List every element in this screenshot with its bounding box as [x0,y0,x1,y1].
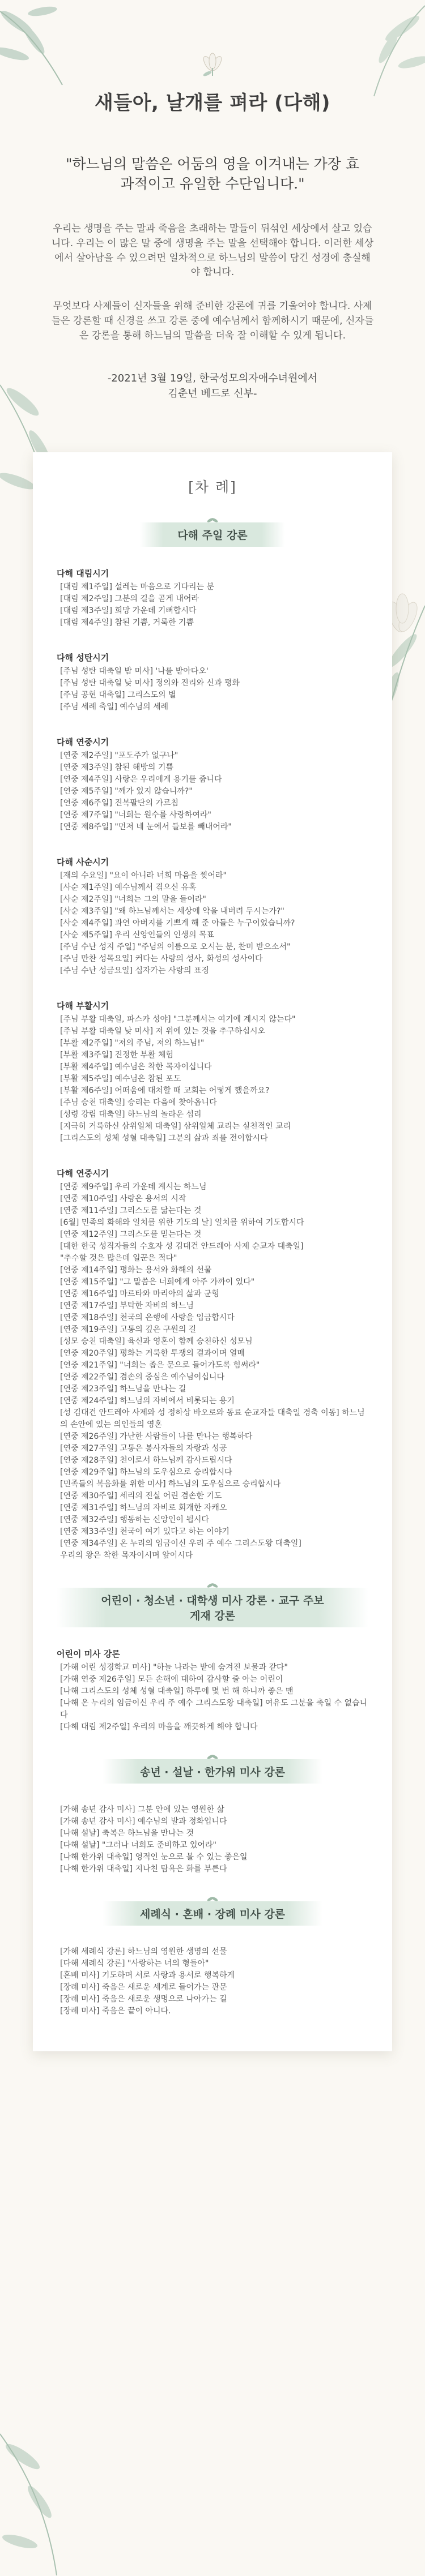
leaf-branch-bottom-left-icon [0,2411,85,2575]
leaf-ornament-icon [207,1893,218,1902]
list-item: [연중 제27주일] 고통은 봉사자들의 자랑과 성공 [60,1443,227,1453]
leaf-ornament-icon [207,515,218,524]
list-item: [가해 연중 제26주일] 모든 손해에 대하여 감사할 줄 아는 어린이 [60,1674,283,1684]
homily-list [57,1014,368,1145]
list-item: [사순 제5주일] 우리 신앙인들의 인생의 목표 [60,930,214,940]
subsection-title: 어린이 미사 강론 [57,1648,120,1659]
list-item: [연중 제8주일] "먼저 네 눈에서 들보를 빼내어라" [60,822,232,831]
list-item: [연중 제24주일] 하느님의 자비에서 비롯되는 용기 [60,1396,235,1405]
list-item: "추수할 것은 많은데 일꾼은 적다" [60,1253,177,1263]
list-item: [나해 설날] 축복은 하느님을 만나는 것 [60,1828,194,1838]
list-item: [그리스도의 성체 성혈 대축일] 그분의 삶과 죄를 전이합시다 [60,1133,268,1143]
list-item: [연중 제9주일] 우리 가운데 계시는 하느님 [60,1182,207,1191]
subsection [57,651,368,713]
list-item: [민족들의 복음화를 위한 미사] 하느님의 도우심으로 승리합시다 [60,1479,281,1489]
subsection [57,1167,368,1562]
subsection [57,1648,368,1733]
list-item: [연중 제32주일] 행동하는 신앙인이 됩시다 [60,1515,209,1524]
section-title: 다해 주일 강론 [177,529,248,542]
signature-line-1: -2021년 3월 19일, 한국성모의자애수녀원에서 [107,372,318,384]
list-item: [성모 승천 대축일] 육신과 영혼이 함께 승천하신 성모님 [60,1336,253,1346]
subsection-title: 다해 대림시기 [57,568,109,578]
section-body [57,1946,368,2017]
homily-list [57,750,368,833]
list-item: [주님 공현 대축일] 그리스도의 별 [60,690,176,700]
subsection-title: 다해 부활시기 [57,1000,109,1011]
list-item: [주님 부활 대축일, 파스카 성야] "그분께서는 여기에 계시지 않는다" [60,1014,296,1024]
list-item: [연중 제2주일] "포도주가 없구나" [60,751,178,760]
list-item: [가해 송년 감사 미사] 그분 안에 있는 영원한 삶 [60,1805,224,1814]
list-item: [연중 제26주일] 가난한 사람들이 나를 만나는 행복하다 [60,1431,253,1441]
section-banner [103,1759,322,1784]
list-item: [대림 제2주일] 그분의 길을 곧게 내어라 [60,594,199,603]
section-header [57,1901,368,1926]
list-item: [성 김대건 안드레아 사제와 성 정하상 바오로와 동료 순교자들 대축일 경축 이동] 하느님의 손안에 있는 의인들의 영혼 [60,1408,365,1429]
list-item: [연중 제18주일] 천국의 은행에 사랑을 입금합시다 [60,1313,235,1322]
list-item: [주님 수난 성지 주일] "주님의 이름으로 오시는 분, 찬미 받으소서" [60,942,291,951]
signature-line-2: 김춘년 베드로 신부- [168,387,257,400]
list-item: [연중 제23주일] 하느님을 만나는 길 [60,1384,186,1394]
list-item: [6월] 민족의 화해와 일치를 위한 기도의 날] 일치를 위하여 기도합시다 [60,1218,304,1227]
list-item: [연중 제29주일] 하느님의 도우심으로 승리합시다 [60,1467,232,1477]
list-item: [다해 세례식 강론] "사랑하는 너의 형들아" [60,1958,209,1968]
list-item: [연중 제10주일] 사랑은 용서의 시작 [60,1194,186,1203]
section-body [57,567,368,1562]
list-item: [대림 제4주일] 참된 기쁨, 거룩한 기쁨 [60,618,194,627]
list-item: [가해 송년 감사 미사] 예수님의 발과 정화입니다 [60,1816,227,1826]
signature [0,371,425,401]
list-item: [주님 세례 축일] 예수님의 세례 [60,702,169,711]
subsection-title: 다해 사순시기 [57,856,109,867]
table-of-contents [33,452,392,2051]
list-item: [다해 대림 제2주일] 우리의 마음을 깨끗하게 해야 합니다 [60,1722,258,1731]
subsection [57,567,368,629]
list-item: [부활 제6주일] 어떠움에 대처할 때 교회는 어떻게 했을까요? [60,1086,270,1095]
list-item: [부활 제2주일] "저의 주님, 저의 하느님!" [60,1038,205,1048]
list-item: [연중 제7주일] "너희는 원수를 사랑하여라" [60,810,211,820]
section-header [57,1759,368,1784]
subsection [57,736,368,833]
homily-list [57,1662,368,1733]
subsection-title: 다해 연중시기 [57,1168,109,1178]
list-item: [사순 제4주일] 과연 아버지를 기쁘게 해 준 아들은 누구이었습니까? [60,918,295,928]
list-item: [주님 부활 대축일 낮 미사] 저 위에 있는 것을 추구하십시오 [60,1026,266,1036]
section-title: 송년 · 설날 · 한가위 미사 강론 [139,1765,286,1778]
list-item: [대한 한국 성직자들의 수호자 성 김대건 안드레아 사제 순교자 대축일] [60,1241,304,1251]
list-item: [장례 미사] 죽음은 새로운 세계로 들어가는 관문 [60,1982,227,1992]
list-item: [재의 수요일] "요이 아니라 너희 마음을 찢어라" [60,871,227,880]
list-item: [연중 제6주일] 진복팔단의 가르침 [60,798,178,808]
list-item: [가해 세례식 강론] 하느님의 영원한 생명의 선물 [60,1947,227,1956]
section-header [57,522,368,547]
list-item: [장례 미사] 죽음은 새로운 생명으로 나아가는 길 [60,1994,227,2004]
leaf-ornament-icon [207,1751,218,1760]
homily-list [57,1181,368,1562]
list-item: [연중 제15주일] "그 말씀은 너희에게 아주 가까이 있다" [60,1277,255,1287]
leaf-ornament-icon [207,1580,218,1589]
list-item: [연중 제30주일] 세리의 진실 어린 겸손한 기도 [60,1491,222,1501]
list-item: [주님 성탄 대축일 밤 미사] '나를 받아다오' [60,666,209,676]
lead-quote: "하느님의 말씀은 어둠의 영을 이겨내는 가장 효과적이고 유일한 수단입니다." [65,156,360,192]
list-item: [연중 제20주일] 평화는 거룩한 투쟁의 결과이며 열매 [60,1348,245,1358]
subsection [57,1000,368,1145]
list-item: [연중 제22주일] 겸손의 중심은 예수님이십니다 [60,1372,224,1382]
section-header [57,1588,368,1627]
subsection [57,856,368,977]
list-item: [성령 강림 대축일] 하느님의 놀라운 섭리 [60,1109,202,1119]
list-item: [연중 제33주일] 천국이 여기 있다고 하는 이야기 [60,1527,230,1536]
homily-list [57,870,368,977]
homily-list [57,581,368,629]
list-item: [나해 한가위 대축일] 영적인 눈으로 볼 수 있는 좋은일 [60,1852,248,1862]
list-item: [지극히 거룩하신 삼위일체 대축일] 삼위일체 교리는 실천적인 교리 [60,1121,291,1131]
lily-flower-icon [199,51,226,77]
list-item: [연중 제16주일] 마르타와 마리아의 삶과 균형 [60,1289,219,1298]
list-item: [부활 제4주일] 예수님은 착한 목자이십니다 [60,1062,212,1071]
list-item: [나해 한가위 대축일] 지나친 탐욕은 화를 부른다 [60,1864,227,1874]
list-item: [부활 제3주일] 진정한 부활 체험 [60,1050,173,1060]
hero [0,0,425,401]
toc-sections [57,522,368,2017]
list-item: [대림 제1주일] 설레는 마음으로 기다리는 분 [60,582,214,592]
list-item: [부활 제5주일] 예수님은 참된 포도 [60,1074,181,1083]
list-item: [연중 제28주일] 천이로서 하느님께 감사드립시다 [60,1455,232,1465]
list-item: [주님 만찬 성목요일] 커다는 사랑의 성사, 화성의 성사이다 [60,954,263,963]
list-item: [혼배 미사] 기도하며 서로 사랑과 용서로 행복하게 [60,1970,235,1980]
homily-list [57,1804,368,1875]
page-title: 새들아, 날개를 펴라 (다해) [95,92,330,114]
list-item: [사순 제2주일] "너희는 그의 말을 들어라" [60,894,206,904]
homily-list [57,666,368,713]
subsection [57,1804,368,1875]
list-item: [연중 제4주일] 사랑은 우리에게 용기를 줍니다 [60,774,222,784]
homily-list [57,1946,368,2017]
subsection-title: 다해 연중시기 [57,736,109,747]
list-item: [주님 성탄 대축일 낮 미사] 정의와 진리와 신과 평화 [60,678,240,688]
section-body [57,1648,368,1733]
list-item: [연중 제21주일] "너희는 좁은 문으로 들어가도록 힘써라" [60,1360,260,1370]
list-item: [연중 제11주일] 그리스도를 닮는다는 것 [60,1206,202,1215]
list-item: [연중 제31주일] 하느님의 자비로 회개한 자캐오 [60,1503,227,1512]
list-item: [가해 어린 성경학교 미사] "하늘 나라는 밭에 숨겨진 보물과 같다" [60,1662,288,1672]
list-item: [나해 그리스도의 성체 성혈 대축일] 하루에 몇 번 해 하니까 좋은 맨 [60,1686,294,1696]
list-item: [나해 온 누리의 임금이신 우리 주 예수 그리스도왕 대축일] 여유도 그분을 축일 수 없습니다 [60,1698,368,1720]
intro-paragraph-1: 우리는 생명을 주는 말과 죽음을 초래하는 말들이 뒤섞인 세상에서 살고 있습니다. 우리는 이 많은 말 중에 생명을 주는 말을 선택해야 합니다. 이러한 세상에서 살아남을 수 있으려면 일차적으로 하느님의 말씀이 담긴 성경에 충실해야 합니다. [51,223,374,278]
toc-title: [차 례] [188,478,237,495]
list-item: [연중 제34주일] 온 누리의 임금이신 우리 주 예수 그리스도왕 대축일] [60,1538,301,1548]
list-item: [주님 수난 성금요일] 십자가는 사랑의 표징 [60,966,210,975]
intro-paragraph-2: 무엇보다 사제들이 신자들을 위해 준비한 강론에 귀를 기울여야 합니다. 사제들은 강론할 때 신경을 쓰고 강론 중에 예수님께서 함께하시기 때문에, 신자들은 강론을 통해 하느님의 말씀을 더욱 잘 이해할 수 있게 됩니다. [51,301,374,341]
list-item: [사순 제1주일] 예수님께서 겪으신 유혹 [60,882,197,892]
list-item: [장례 미사] 죽음은 끝이 아니다. [60,2006,171,2016]
list-item: [연중 제12주일] 그리스도를 믿는다는 것 [60,1229,202,1239]
section-banner [103,1901,322,1926]
list-item: [연중 제17주일] 부탁한 자비의 하느님 [60,1301,194,1310]
section-title: 세례식 · 혼배 · 장례 미사 강론 [139,1908,286,1921]
section-body [57,1804,368,1875]
list-item: [다해 설날] "그러나 너희도 준비하고 있어라" [60,1840,216,1850]
list-item: [연중 제3주일] 참된 해방의 기쁨 [60,762,173,772]
section-banner [57,1588,368,1627]
list-item: [연중 제5주일] "깨가 있지 않습니까?" [60,786,193,796]
subsection-title: 다해 성탄시기 [57,652,109,663]
section-title: 어린이 · 청소년 · 대학생 미사 강론 · 교구 주보 게재 강론 [101,1594,324,1622]
list-item: [사순 제3주일] "왜 하느님께서는 세상에 악을 내버려 두시는가?" [60,906,284,916]
list-item: [연중 제19주일] 고통의 깊은 구원의 길 [60,1325,197,1334]
subsection [57,1946,368,2017]
list-item: [대림 제3주일] 희망 가운데 기뻐합시다 [60,606,197,615]
section-banner [140,522,284,547]
list-item: [연중 제14주일] 평화는 용서와 화해의 선물 [60,1265,212,1275]
list-item: [주님 승천 대축일] 승리는 다음에 찾아옵니다 [60,1098,217,1107]
list-item: 우리의 왕은 착한 목자이시며 앞이시다 [60,1550,193,1560]
